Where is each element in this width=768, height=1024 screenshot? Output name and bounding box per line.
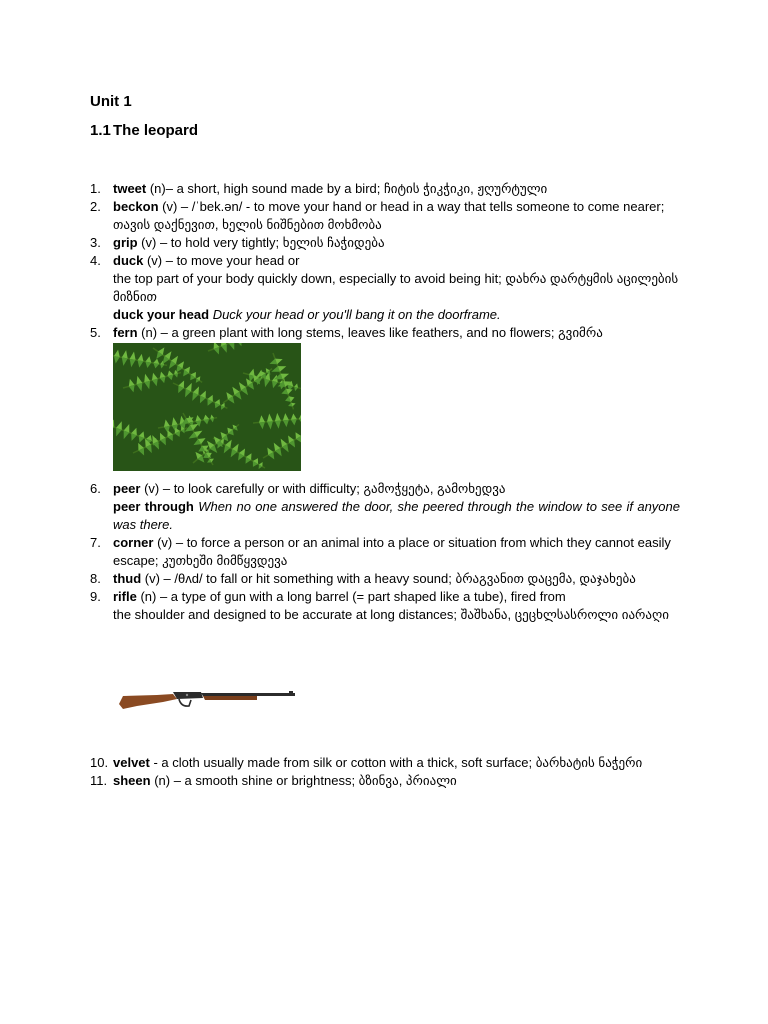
definition: (n) – a type of gun with a long barrel (= part shaped like a tube), fired from <box>136 589 566 604</box>
headword: thud <box>113 571 142 586</box>
headword: corner <box>113 535 154 550</box>
headword: rifle <box>113 589 137 604</box>
vocabulary-list <box>90 180 680 790</box>
item-number: 10. <box>90 755 109 770</box>
definition: (v) – /θʌd/ to fall or hit something with a heavy sound; ბრაგვანით დაცემა, დაჯახება <box>141 571 636 586</box>
item-number: 1. <box>90 181 101 196</box>
definition-continued: the shoulder and designed to be accurate at long distances; შაშხანა, ცეცხლსასროლი იარაღი <box>113 607 669 622</box>
definition: (v) – to force a person or an animal into a place or situation from which they cannot easily escape; კუთხეში მიმწყვდევა <box>113 535 671 568</box>
vocab-item-velvet <box>90 754 680 772</box>
headword: grip <box>113 235 138 250</box>
fern-image <box>113 343 301 471</box>
vocab-item-peer <box>90 480 680 534</box>
vocab-item-grip <box>90 234 680 252</box>
vocab-item-fern <box>90 324 680 471</box>
unit-title: Unit 1 <box>90 93 132 110</box>
definition: (n) – a smooth shine or brightness; ბზინვა, პრიალი <box>150 773 457 788</box>
headword: peer <box>113 481 141 496</box>
definition: (v) – to hold very tightly; ხელის ჩაჭიდება <box>137 235 385 250</box>
example-sentence: Duck your head or you'll bang it on the doorframe. <box>209 307 501 322</box>
headword: velvet <box>113 755 150 770</box>
item-number: 4. <box>90 253 101 268</box>
vocab-item-beckon <box>90 198 680 234</box>
vocab-item-corner <box>90 534 680 570</box>
item-number: 5. <box>90 325 101 340</box>
item-number: 7. <box>90 535 101 550</box>
headword: tweet <box>113 181 147 196</box>
headword: sheen <box>113 773 151 788</box>
section-number: 1.1 <box>90 122 111 139</box>
definition: (v) – to look carefully or with difficulty; გამოჭყეტა, გამოხედვა <box>140 481 506 496</box>
item-number: 11. <box>90 773 108 788</box>
vocab-item-sheen <box>90 772 680 790</box>
item-number: 8. <box>90 571 101 586</box>
vocab-item-duck <box>90 252 680 324</box>
vocab-item-thud <box>90 570 680 588</box>
section-title <box>90 122 198 139</box>
definition: (n)– a short, high sound made by a bird; ჩიტის ჭიკჭიკი, ჟღურტული <box>146 181 548 196</box>
section-title-text: The leopard <box>113 122 199 139</box>
rifle-image <box>117 682 299 712</box>
example-sentence: When no one answered the door, she peered through the window to see if anyone was there. <box>113 499 680 532</box>
headword: fern <box>113 325 138 340</box>
vocab-item-tweet <box>90 180 680 198</box>
headword: beckon <box>113 199 159 214</box>
definition: (n) – a green plant with long stems, leaves like feathers, and no flowers; გვიმრა <box>137 325 603 340</box>
definition: (v) – to move your head or <box>143 253 300 268</box>
phrase-line <box>113 498 680 534</box>
item-number: 3. <box>90 235 101 250</box>
headword: duck <box>113 253 144 268</box>
phrase: duck your head <box>113 307 210 322</box>
definition-continued: the top part of your body quickly down, especially to avoid being hit; დახრა დარტყმის აცილების მიზნით <box>113 271 679 304</box>
item-number: 9. <box>90 589 101 604</box>
item-number: 2. <box>90 199 101 214</box>
phrase: peer through <box>113 499 194 514</box>
vocab-item-rifle <box>90 588 680 712</box>
definition: (v) – /ˈbek.ən/ - to move your hand or head in a way that tells someone to come nearer; თავის დაქნევით, ხელის ნიშნებით მოხმობა <box>113 199 665 232</box>
item-number: 6. <box>90 481 101 496</box>
definition: - a cloth usually made from silk or cotton with a thick, soft surface; ბარხატის ნაჭერი <box>149 755 643 770</box>
